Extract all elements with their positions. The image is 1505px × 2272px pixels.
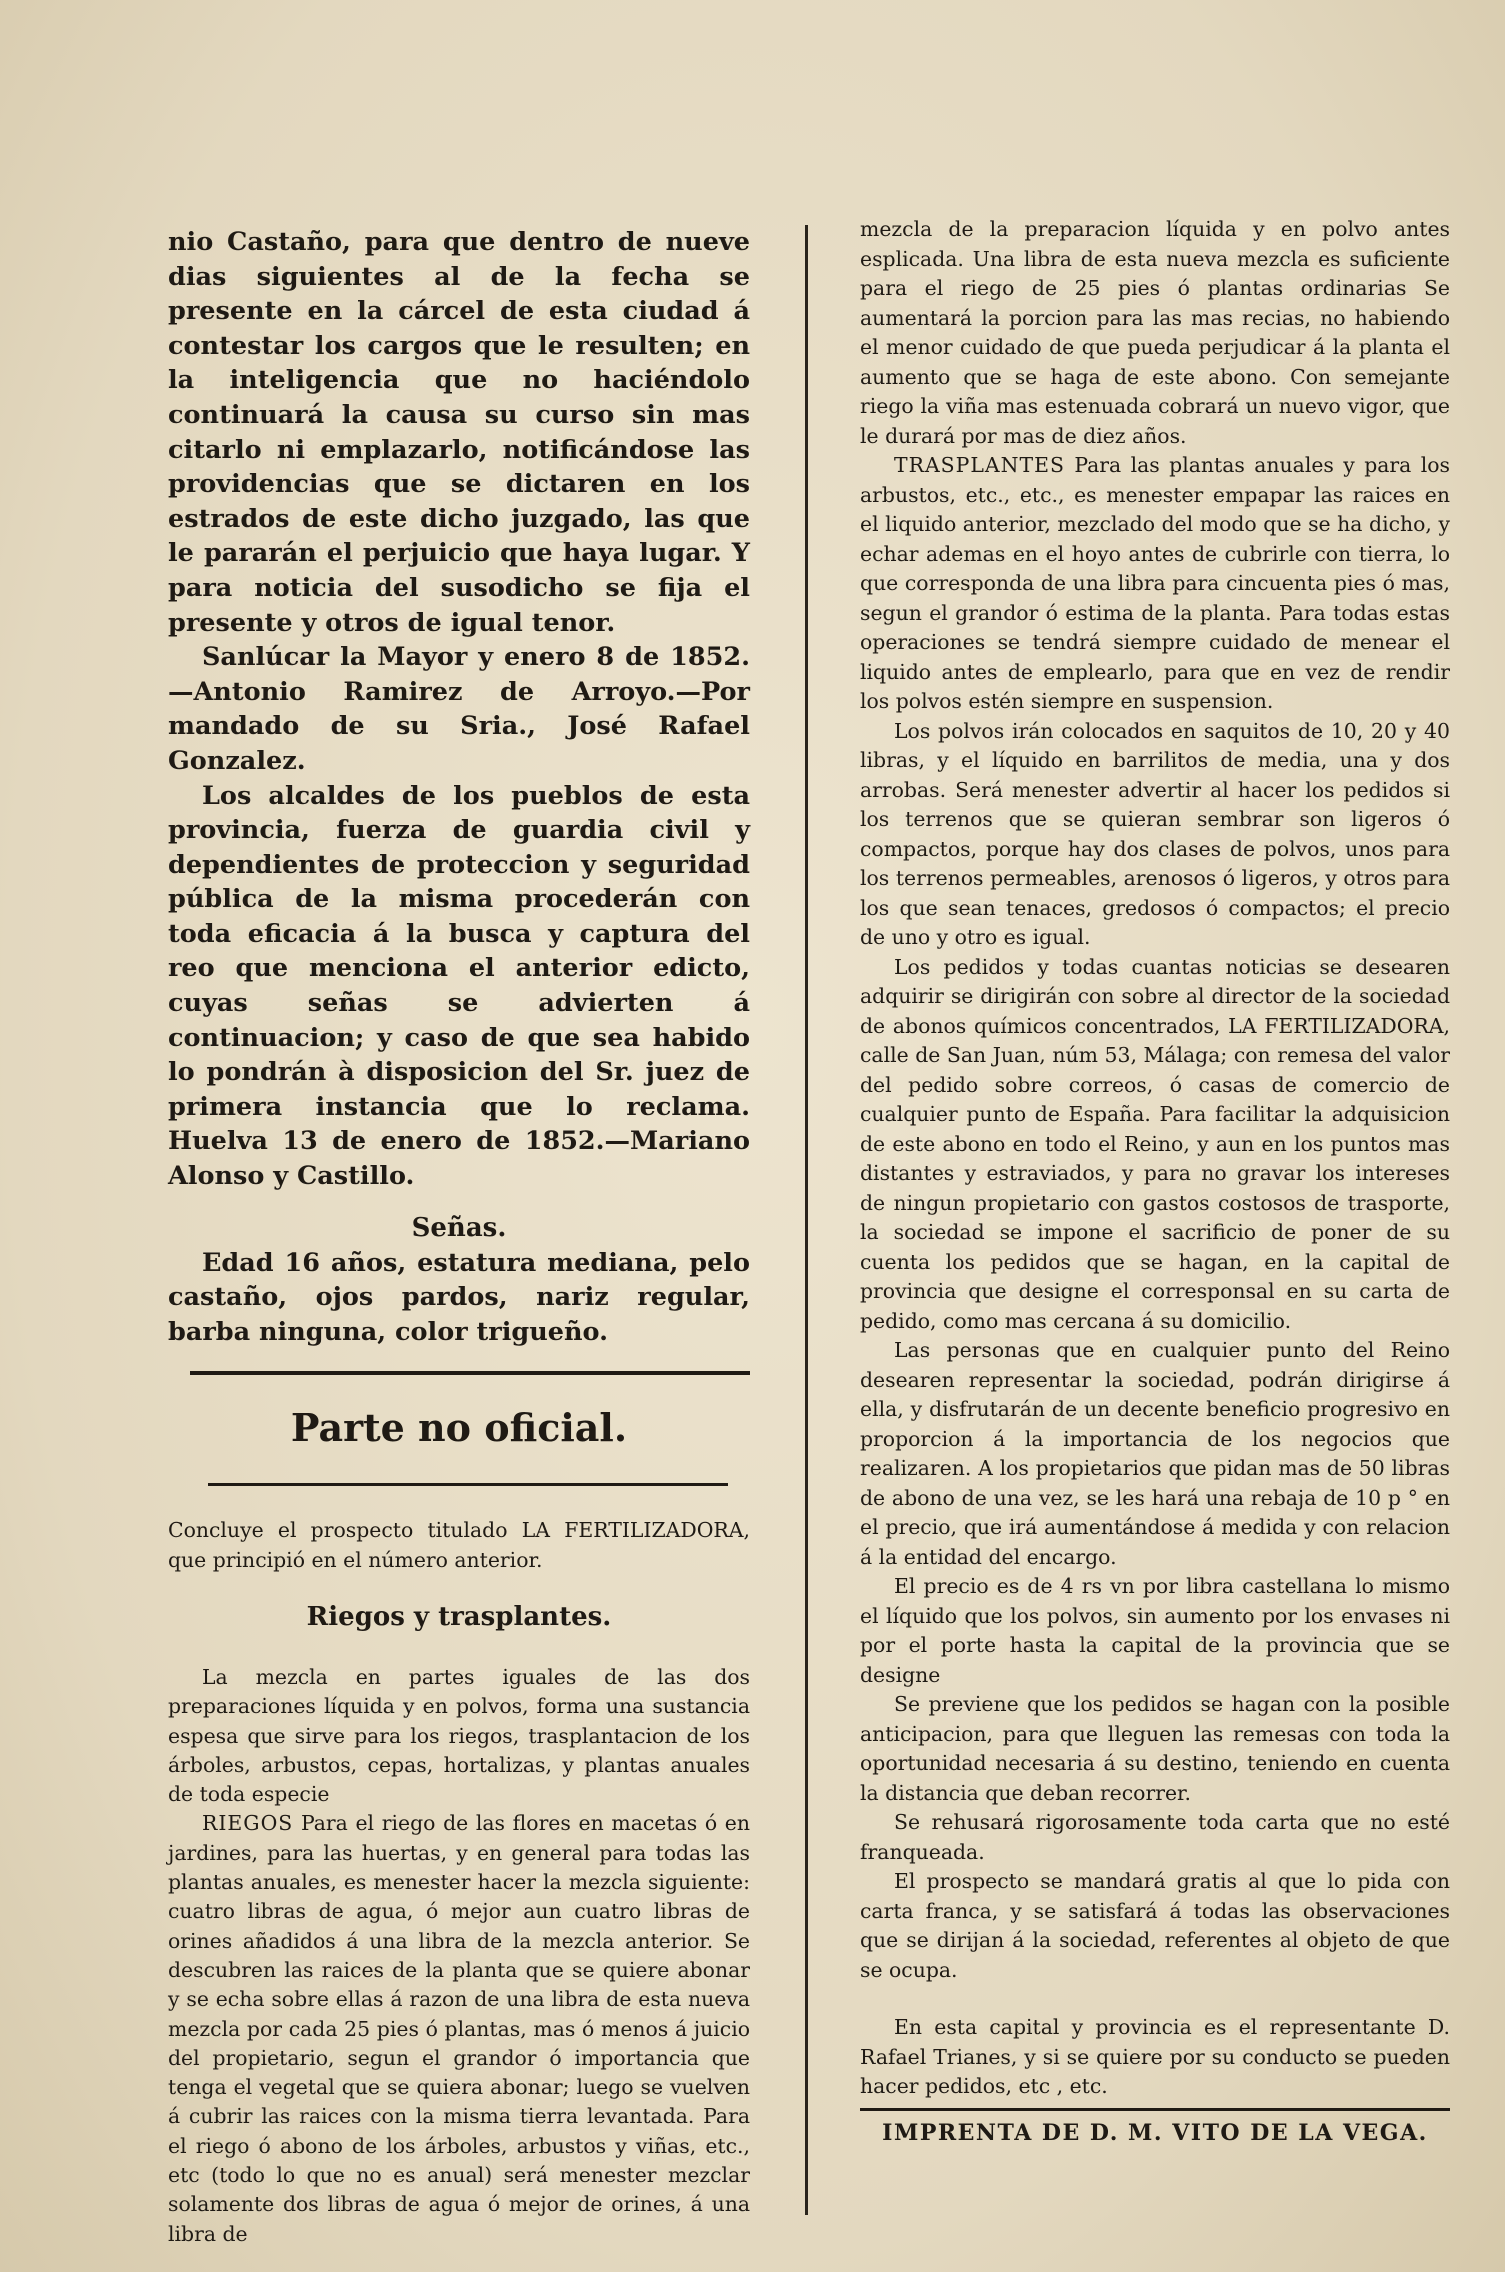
mixture-paragraph: La mezcla en partes iguales de las dos preparaciones líquida y en polvos, forma una sustancia espesa que sirve para los riegos, trasplantacion de los árboles, arbustos, cepas, hortalizas, y plantas anuales de toda especie xyxy=(168,1665,750,1807)
printer-imprint: IMPRENTA DE D. M. VITO DE LA VEGA. xyxy=(882,2119,1428,2146)
prospectus-free-paragraph: El prospecto se mandará gratis al que lo pida con carta franca, y se satisfará á todas las observaciones que se dirijan á la sociedad, referentes al objeto de que se ocupa. xyxy=(860,1869,1450,1982)
riegos-label: RIEGOS xyxy=(202,1811,294,1836)
representatives-paragraph: Las personas que en cualquier punto del Reino desearen representar la sociedad, podrán dirigirse á ella, y disfrutarán de un decente beneficio progresivo en proporcion á la importancia de los negocios que realizaren. A los propietarios que pidan mas de 50 libras de abono de una vez, se les hará una rebaja de 10 p ° en el precio, que irá aumentándose á medida y con relacion á la entidad del encargo. xyxy=(860,1338,1450,1569)
section-divider xyxy=(190,1371,750,1375)
senas-heading: Señas. xyxy=(411,1212,507,1243)
price-paragraph: El precio es de 4 rs vn por libra castellana lo mismo el líquido que los polvos, sin aumento por los envases ni por el porte hasta la capital de la provincia que se designe xyxy=(860,1574,1450,1687)
riegos-paragraph xyxy=(168,1809,750,2248)
edict-paragraph: nio Castaño, para que dentro de nueve dias siguientes al de la fecha se presente en la cárcel de esta ciudad á contestar los cargos que le resulten; en la inteligencia que no haciéndolo continuará la causa su curso sin mas citarlo ni emplazarlo, notificándose las providencias que se dictaren en los estrados de este dicho juzgado, las que le pararán el perjuicio que haya lugar. Y para noticia del susodicho se fija el presente y otros de igual tenor. xyxy=(168,227,750,638)
riegos-text: Para el riego de las flores en macetas ó en jardines, para las huertas, y en general para todas las plantas anuales, es menester hacer la mezcla siguiente: cuatro libras de agua, ó mejor aun cuatro libras de orines añadidos á una libra de la mezcla anterior. Se descubren las raices de la planta que se quiere abonar y se echa sobre ellas á razon de una libra de esta nueva mezcla por cada 25 pies ó plantas, mas ó menos á juicio del propietario, segun el grandor ó importancia que tenga el vegetal que se quiera abonar; luego se vuelven á cubrir las raices con la misma tierra levantada. Para el riego ó abono de los árboles, arbustos y viñas, etc., etc (todo lo que no es anual) será menester mezclar solamente dos libras de agua ó mejor de orines, á una libra de xyxy=(168,1811,750,2246)
senas-description: Edad 16 años, estatura mediana, pelo castaño, ojos pardos, nariz regular, barba ninguna, color trigueño. xyxy=(168,1247,750,1347)
footer-rule xyxy=(860,2108,1450,2111)
prospectus-intro: Concluye el prospecto titulado LA FERTILIZADORA, que principió en el número anterior. xyxy=(168,1518,750,1572)
right-column xyxy=(860,215,1450,2149)
postage-paragraph: Se rehusará rigorosamente toda carta que no esté franqueada. xyxy=(860,1810,1450,1864)
section-title: Parte no oficial. xyxy=(290,1405,628,1451)
packaging-paragraph: Los polvos irán colocados en saquitos de 10, 20 y 40 libras, y el líquido en barrilitos de media, una y dos arrobas. Será menester advertir al hacer los pedidos si los terrenos que se quieran sembrar son ligeros ó compactos, porque hay dos clases de polvos, unos para los terrenos permeables, arenosos ó ligeros, y otros para los que sean tenaces, gredosos ó compactos; el precio de uno y otro es igual. xyxy=(860,718,1450,949)
mixture-continued: mezcla de la preparacion líquida y en polvo antes esplicada. Una libra de esta nueva mezcla es suficiente para el riego de 25 pies ó plantas ordinarias Se aumentará la porcion para las mas recias, no habiendo el menor cuidado de que pueda perjudicar á la planta el aumento que se haga de este abono. Con semejante riego la viña mas estenuada cobrará un nuevo vigor, que le durará por mas de diez años. xyxy=(860,217,1450,448)
article-subtitle: Riegos y trasplantes. xyxy=(306,1602,612,1632)
column-divider xyxy=(805,225,808,2215)
anticipation-paragraph: Se previene que los pedidos se hagan con la posible anticipacion, para que lleguen las remesas con toda la oportunidad necesaria á su destino, teniendo en cuenta la distancia que deban recorrer. xyxy=(860,1692,1450,1805)
edict-signature: Sanlúcar la Mayor y enero 8 de 1852. —Antonio Ramirez de Arroyo.—Por mandado de su Sria., José Rafael Gonzalez. xyxy=(168,642,750,776)
trasplantes-label: TRASPLANTES xyxy=(894,453,1065,477)
trasplantes-text: Para las plantas anuales y para los arbustos, etc., etc., es menester empapar las raices en el liquido anterior, mezclado del modo que se ha dicho, y echar ademas en el hoyo antes de cubrirle con tierra, lo que corresponda de una libra para cincuenta pies ó mas, segun el grandor ó estima de la planta. Para todas estas operaciones se tendrá siempre cuidado de menear el liquido antes de emplearlo, para que en vez de rendir los polvos estén siempre en suspension. xyxy=(860,453,1450,713)
left-column xyxy=(168,225,750,2249)
representative-paragraph: En esta capital y provincia es el representante D. Rafael Trianes, y si se quiere por su conducto se pueden hacer pedidos, etc , etc. xyxy=(860,2015,1450,2098)
title-underline xyxy=(208,1483,728,1486)
orders-paragraph: Los pedidos y todas cuantas noticias se desearen adquirir se dirigirán con sobre al director de la sociedad de abonos químicos concentrados, LA FERTILIZADORA, calle de San Juan, núm 53, Málaga; con remesa del valor del pedido sobre correos, ó casas de comercio de cualquier punto de España. Para facilitar la adquisicion de este abono en todo el Reino, y aun en los puntos mas distantes y estraviados, y para no gravar los intereses de ningun propietario con gastos costosos de trasporte, la sociedad se impone el sacrificio de poner de su cuenta los pedidos que se hagan, en la capital de provincia que designe el corresponsal en su carta de pedido, como mas cercana á su domicilio. xyxy=(860,954,1450,1333)
capture-order-paragraph: Los alcaldes de los pueblos de esta provincia, fuerza de guardia civil y dependientes de proteccion y seguridad pública de la misma procederán con toda eficacia á la busca y captura del reo que menciona el anterior edicto, cuyas señas se advierten á continuacion; y caso de que sea habido lo pondrán à disposicion del Sr. juez de primera instancia que lo reclama. Huelva 13 de enero de 1852.—Mariano Alonso y Castillo. xyxy=(168,780,750,1192)
trasplantes-paragraph xyxy=(860,451,1450,717)
